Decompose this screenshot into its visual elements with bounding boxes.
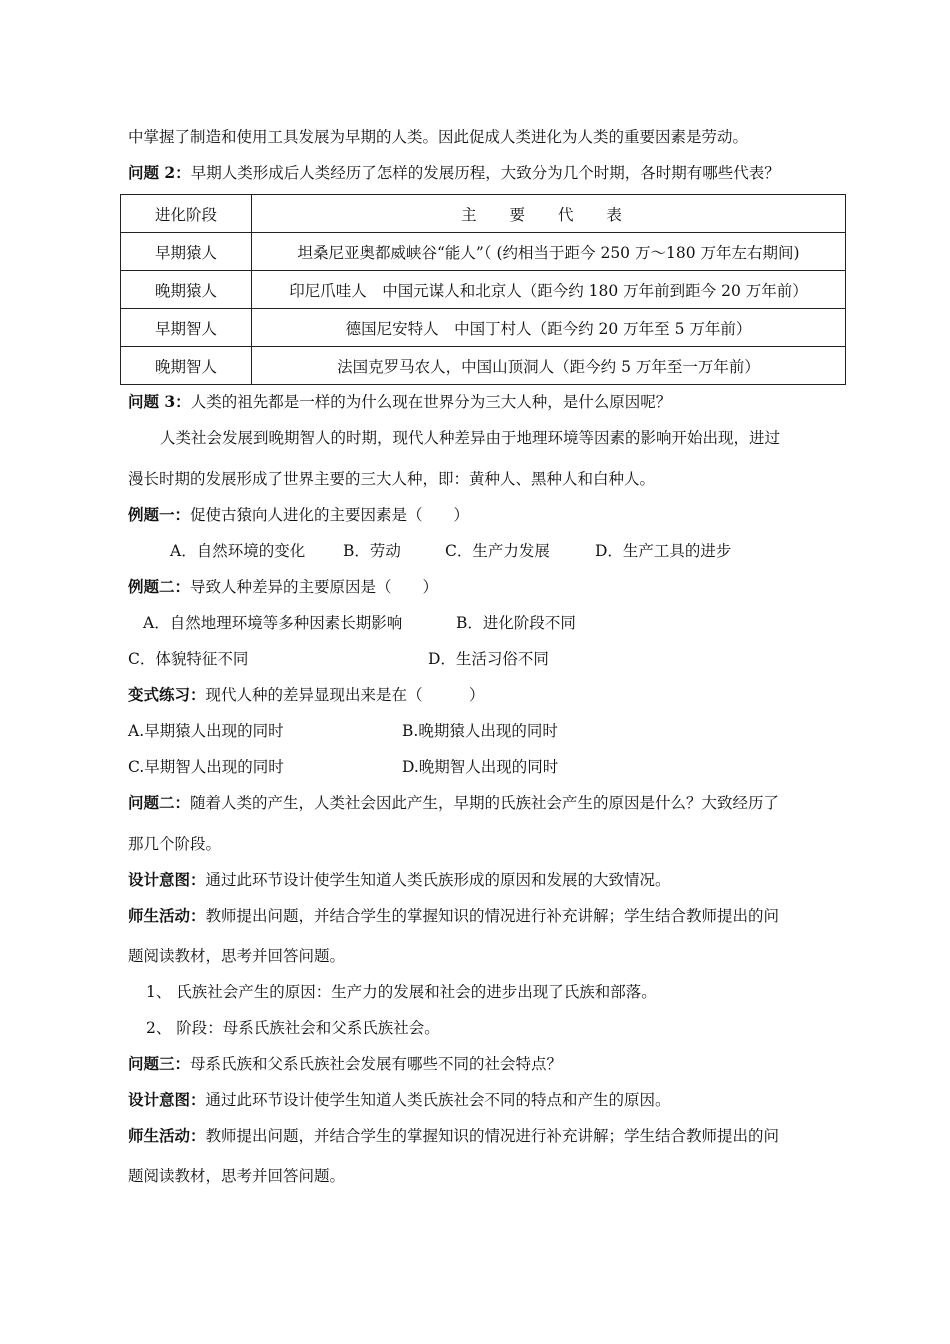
example-1-option-d: D．生产工具的进步 xyxy=(595,542,732,560)
example-1-option-c: C．生产力发展 xyxy=(445,542,550,560)
representative-cell: 印尼爪哇人 中国元谋人和北京人（距今约 180 万年前到距今 20 万年前） xyxy=(252,271,846,309)
example-2-option-c: C．体貌特征不同 xyxy=(128,650,249,668)
issue-2-line-1: 随着人类的产生，人类社会因此产生，早期的氏族社会产生的原因是什么？大致经历了 xyxy=(190,794,780,812)
issue-3-text: 母系氏族和父系氏族社会发展有哪些不同的社会特点？ xyxy=(190,1055,563,1073)
design-2-text: 通过此环节设计使学生知道人类氏族社会不同的特点和产生的原因。 xyxy=(205,1091,671,1109)
question-2 xyxy=(128,163,780,183)
stage-cell: 晚期智人 xyxy=(121,347,252,385)
example-1-label: 例题一： xyxy=(128,505,191,524)
answer-3-line-1: 人类社会发展到晚期智人的时期，现代人种差异由于地理环境等因素的影响开始出现，进过 xyxy=(160,429,781,447)
variant-label: 变式练习： xyxy=(128,685,206,704)
variant-option-a: A.早期猿人出现的同时 xyxy=(128,722,284,740)
representative-cell: 法国克罗马农人，中国山顶洞人（距今约 5 万年至一万年前） xyxy=(252,347,846,385)
question-2-label: 问题 2： xyxy=(128,163,191,182)
point-1: 1、 氏族社会产生的原因：生产力的发展和社会的进步出现了氏族和部落。 xyxy=(146,983,657,1001)
variant-text: 现代人种的差异显现出来是在（ ） xyxy=(205,686,485,704)
activity-1-line-2: 题阅读教材，思考并回答问题。 xyxy=(128,947,346,965)
example-2-option-a: A．自然地理环境等多种因素长期影响 xyxy=(143,614,403,632)
variant-option-c: C.早期智人出现的同时 xyxy=(128,758,284,776)
activity-1 xyxy=(128,906,779,926)
variant-option-d: D.晚期智人出现的同时 xyxy=(402,758,559,776)
variant-exercise xyxy=(128,685,485,705)
representative-cell: 坦桑尼亚奥都威峡谷“能人”（ (约相当于距今 250 万～180 万年左右期间) xyxy=(252,233,846,271)
stage-cell: 早期智人 xyxy=(121,309,252,347)
answer-3-line-2: 漫长时期的发展形成了世界主要的三大人种，即：黄种人、黑种人和白种人。 xyxy=(128,470,656,488)
example-2 xyxy=(128,577,438,597)
activity-2 xyxy=(128,1126,779,1146)
evolution-table xyxy=(120,194,846,385)
example-1 xyxy=(128,505,469,525)
activity-1-line-1: 教师提出问题，并结合学生的掌握知识的情况进行补充讲解；学生结合教师提出的问 xyxy=(205,907,780,925)
activity-1-label: 师生活动： xyxy=(128,906,206,925)
stage-cell: 晚期猿人 xyxy=(121,271,252,309)
design-1-text: 通过此环节设计使学生知道人类氏族形成的原因和发展的大致情况。 xyxy=(205,871,671,889)
question-3-label: 问题 3： xyxy=(128,392,191,411)
question-2-text: 早期人类形成后人类经历了怎样的发展历程，大致分为几个时期，各时期有哪些代表？ xyxy=(190,164,780,182)
issue-2 xyxy=(128,793,779,813)
design-intent-1 xyxy=(128,870,671,890)
table-row xyxy=(121,347,846,385)
example-1-option-b: B．劳动 xyxy=(343,542,401,560)
design-2-label: 设计意图： xyxy=(128,1090,206,1109)
representative-cell: 德国尼安特人 中国丁村人（距今约 20 万年至 5 万年前） xyxy=(252,309,846,347)
intro-line: 中掌握了制造和使用工具发展为早期的人类。因此促成人类进化为人类的重要因素是劳动。 xyxy=(128,128,749,146)
issue-2-label: 问题二： xyxy=(128,793,191,812)
header-representative: 主 要 代 表 xyxy=(252,195,846,233)
header-stage: 进化阶段 xyxy=(121,195,252,233)
activity-2-line-1: 教师提出问题，并结合学生的掌握知识的情况进行补充讲解；学生结合教师提出的问 xyxy=(205,1127,780,1145)
example-1-option-a: A．自然环境的变化 xyxy=(170,542,306,560)
example-2-text: 导致人种差异的主要原因是（ ） xyxy=(190,578,439,596)
table-row xyxy=(121,233,846,271)
example-1-text: 促使古猿向人进化的主要因素是（ ） xyxy=(190,506,470,524)
table-row xyxy=(121,309,846,347)
activity-2-label: 师生活动： xyxy=(128,1126,206,1145)
question-3-text: 人类的祖先都是一样的为什么现在世界分为三大人种，是什么原因呢？ xyxy=(190,393,672,411)
activity-2-line-2: 题阅读教材，思考并回答问题。 xyxy=(128,1167,346,1185)
issue-2-line-2: 那几个阶段。 xyxy=(128,835,222,853)
example-2-option-b: B．进化阶段不同 xyxy=(456,614,576,632)
table-header-row xyxy=(121,195,846,233)
example-2-label: 例题二： xyxy=(128,577,191,596)
issue-3 xyxy=(128,1054,562,1074)
issue-3-label: 问题三： xyxy=(128,1054,191,1073)
question-3 xyxy=(128,392,671,412)
design-intent-2 xyxy=(128,1090,671,1110)
example-2-option-d: D．生活习俗不同 xyxy=(428,650,549,668)
stage-cell: 早期猿人 xyxy=(121,233,252,271)
design-1-label: 设计意图： xyxy=(128,870,206,889)
variant-option-b: B.晚期猿人出现的同时 xyxy=(402,722,558,740)
table-row xyxy=(121,271,846,309)
point-2: 2、 阶段：母系氏族社会和父系氏族社会。 xyxy=(146,1019,440,1037)
